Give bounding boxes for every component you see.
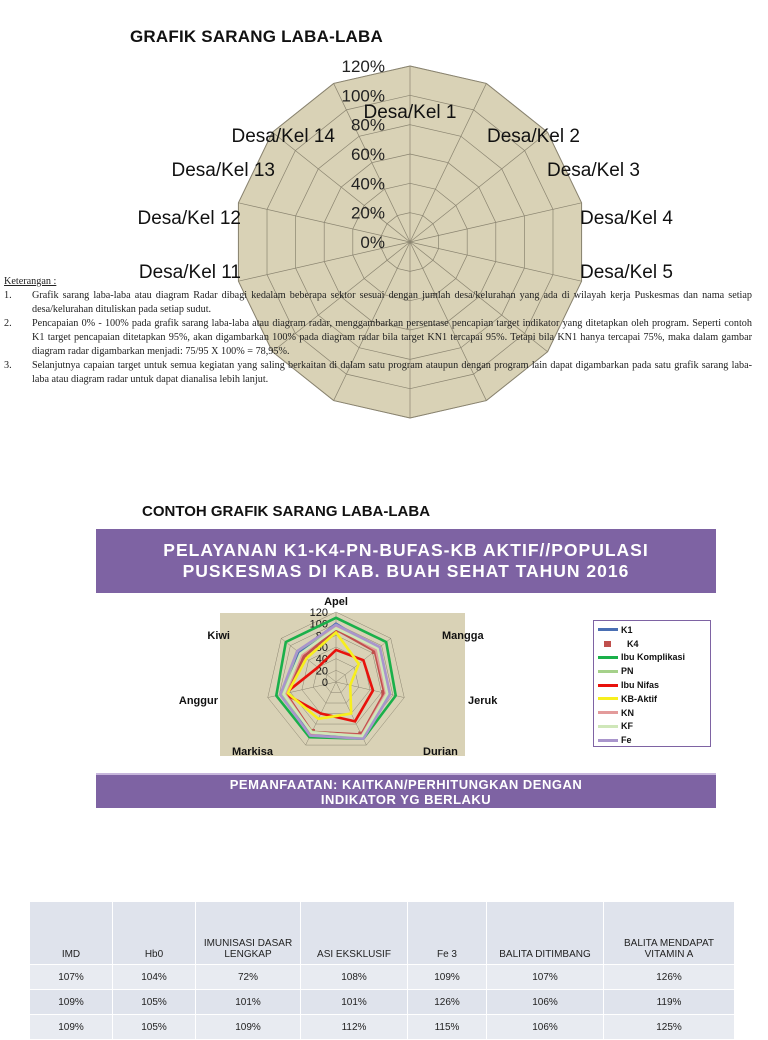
column-header: Hb0 xyxy=(113,902,196,965)
legend-swatch xyxy=(598,697,618,700)
legend-label: Fe xyxy=(621,735,632,746)
table-cell: 105% xyxy=(113,990,196,1015)
column-header: BALITA DITIMBANG xyxy=(487,902,604,965)
legend-swatch xyxy=(598,656,618,659)
radar-axis-label: Durian xyxy=(423,746,458,758)
radar-axis-label: Desa/Kel 1 xyxy=(363,102,457,123)
radar-tick-label: 40% xyxy=(350,174,385,194)
table-cell: 106% xyxy=(487,990,604,1015)
table-cell: 109% xyxy=(196,1015,301,1040)
radar-axis-label: Kiwi xyxy=(207,630,230,642)
legend-label: Ibu Nifas xyxy=(621,680,660,691)
radar-axis-label: Markisa xyxy=(232,746,273,758)
radar-axis-label: Desa/Kel 12 xyxy=(137,208,241,229)
utilization-banner xyxy=(96,773,716,808)
column-header: Fe 3 xyxy=(408,902,487,965)
page-title: GRAFIK SARANG LABA-LABA xyxy=(130,27,383,46)
note-text: Selanjutnya capaian target untuk semua kegiatan yang saling berkaitan di dalam satu program ataupun dengan program lain dapat digambarkan pada satu grafik sarang laba-laba atau diagram radar untuk dapat dianalisa lebih lanjut. xyxy=(32,360,752,385)
table-header-row xyxy=(30,902,735,965)
banner2-line-1: PEMANFAATAN: KAITKAN/PERHITUNGKAN DENGAN xyxy=(229,776,583,792)
note-number: 2. xyxy=(4,318,12,329)
legend-label: K4 xyxy=(627,638,639,649)
radar-axis-label: Desa/Kel 2 xyxy=(487,126,580,147)
radar-tick-label: 20% xyxy=(350,203,385,223)
legend-label: KF xyxy=(621,721,633,732)
legend-label: KB-Aktif xyxy=(621,693,657,704)
indicator-table xyxy=(29,901,735,1040)
table-cell: 125% xyxy=(604,1015,735,1040)
radar-tick-label: 120% xyxy=(341,57,385,76)
table-cell: 119% xyxy=(604,990,735,1015)
legend-item xyxy=(598,733,710,747)
radar-tick-label: 0 xyxy=(321,677,328,689)
legend-label: Ibu Komplikasi xyxy=(621,652,686,663)
radar-tick-label: 80 xyxy=(315,630,328,643)
legend-label: KN xyxy=(621,707,634,718)
legend-swatch xyxy=(598,725,618,728)
radar-tick-label: 60 xyxy=(315,642,328,654)
table-cell: 112% xyxy=(301,1015,408,1040)
radar-axis-label: Desa/Kel 4 xyxy=(580,208,673,229)
note-item xyxy=(4,317,752,359)
chart-title-banner xyxy=(96,529,716,593)
table-cell: 72% xyxy=(196,965,301,990)
notes-header: Keterangan : xyxy=(4,276,57,287)
table-cell: 107% xyxy=(30,965,113,990)
table-cell: 107% xyxy=(487,965,604,990)
table-cell: 101% xyxy=(196,990,301,1015)
radar-tick-label: 100 xyxy=(309,618,328,631)
legend-swatch xyxy=(598,684,618,687)
radar-tick-label: 0% xyxy=(360,233,385,252)
legend-item xyxy=(598,692,710,706)
banner2-line-2: INDIKATOR YG BERLAKU xyxy=(320,791,492,807)
table-cell: 109% xyxy=(30,1015,113,1040)
legend-label: K1 xyxy=(621,624,633,635)
radar-tick-label: 80% xyxy=(350,115,385,135)
legend-swatch xyxy=(598,739,618,742)
table-row xyxy=(30,1015,735,1040)
table-cell: 104% xyxy=(113,965,196,990)
note-item xyxy=(4,289,752,317)
table-cell: 109% xyxy=(30,990,113,1015)
legend-swatch xyxy=(598,711,618,714)
table-cell: 101% xyxy=(301,990,408,1015)
radar-axis-label: Desa/Kel 5 xyxy=(580,262,673,283)
column-header: ASI EKSKLUSIF xyxy=(301,902,408,965)
radar-axis-label: Desa/Kel 3 xyxy=(547,160,640,181)
radar-tick-label: 100% xyxy=(341,86,385,106)
column-header: IMD xyxy=(30,902,113,965)
radar-tick-label: 120 xyxy=(309,607,328,619)
legend-item xyxy=(598,678,710,692)
table-cell: 108% xyxy=(301,965,408,990)
radar-axis-label: Desa/Kel 11 xyxy=(138,262,241,283)
radar-axis-label: Desa/Kel 14 xyxy=(231,126,335,147)
radar-tick-label: 60% xyxy=(350,145,385,164)
note-number: 3. xyxy=(4,360,12,371)
note-item xyxy=(4,359,752,387)
banner-line-1: PELAYANAN K1-K4-PN-BUFAS-KB AKTIF//POPULASI xyxy=(163,540,649,560)
table-row xyxy=(30,990,735,1015)
legend-swatch xyxy=(604,641,611,647)
legend-item xyxy=(598,720,710,734)
legend-item xyxy=(598,637,710,651)
legend-item xyxy=(598,664,710,678)
radar-axis-label: Jeruk xyxy=(468,695,498,707)
table-cell: 126% xyxy=(604,965,735,990)
radar-tick-label: 40 xyxy=(315,653,328,666)
radar-chart-pelayanan xyxy=(150,596,498,760)
chart-legend xyxy=(593,620,711,747)
table-cell: 106% xyxy=(487,1015,604,1040)
radar-axis-label: Apel xyxy=(324,596,348,608)
table-row xyxy=(30,965,735,990)
note-number: 1. xyxy=(4,290,12,301)
column-header: IMUNISASI DASAR LENGKAP xyxy=(196,902,301,965)
notes-section xyxy=(4,275,752,387)
note-text: Pencapaian 0% - 100% pada grafik sarang laba-laba atau diagram radar, menggambarkan persentase pencapian target indikator yang ditetapkan oleh program. Seperti contoh K1 target pencapaian ditetapkan 95%, akan digambarkan 100% pada diagram radar bila target KN1 tercapai 95%. Tetapi bila KN1 hanya tercapai 75%, maka dalam gambar diagram radar digambarkan menjadi: 75/95 X 100% = 78,95%. xyxy=(32,318,752,357)
legend-swatch xyxy=(598,670,618,673)
legend-item xyxy=(598,651,710,665)
table-cell: 105% xyxy=(113,1015,196,1040)
legend-swatch xyxy=(598,628,618,631)
banner-line-2: PUSKESMAS DI KAB. BUAH SEHAT TAHUN 2016 xyxy=(182,561,630,581)
section-title: CONTOH GRAFIK SARANG LABA-LABA xyxy=(142,503,431,520)
table-cell: 126% xyxy=(408,990,487,1015)
legend-item xyxy=(598,706,710,720)
note-text: Grafik sarang laba-laba atau diagram Radar dibagi kedalam beberapa sektor sesuai dengan jumlah desa/kelurahan yang ada di wilayah kerja Puskesmas dan nama setiap desa/kelurahan dituliskan pada setiap sudut. xyxy=(32,290,752,315)
legend-label: PN xyxy=(621,666,634,677)
legend-item xyxy=(598,623,710,637)
table-cell: 109% xyxy=(408,965,487,990)
radar-tick-label: 20 xyxy=(315,665,328,678)
radar-axis-label: Mangga xyxy=(442,630,484,642)
column-header: BALITA MENDAPAT VITAMIN A xyxy=(604,902,735,965)
radar-axis-label: Desa/Kel 13 xyxy=(171,160,275,181)
radar-axis-label: Anggur xyxy=(178,695,218,707)
table-cell: 115% xyxy=(408,1015,487,1040)
